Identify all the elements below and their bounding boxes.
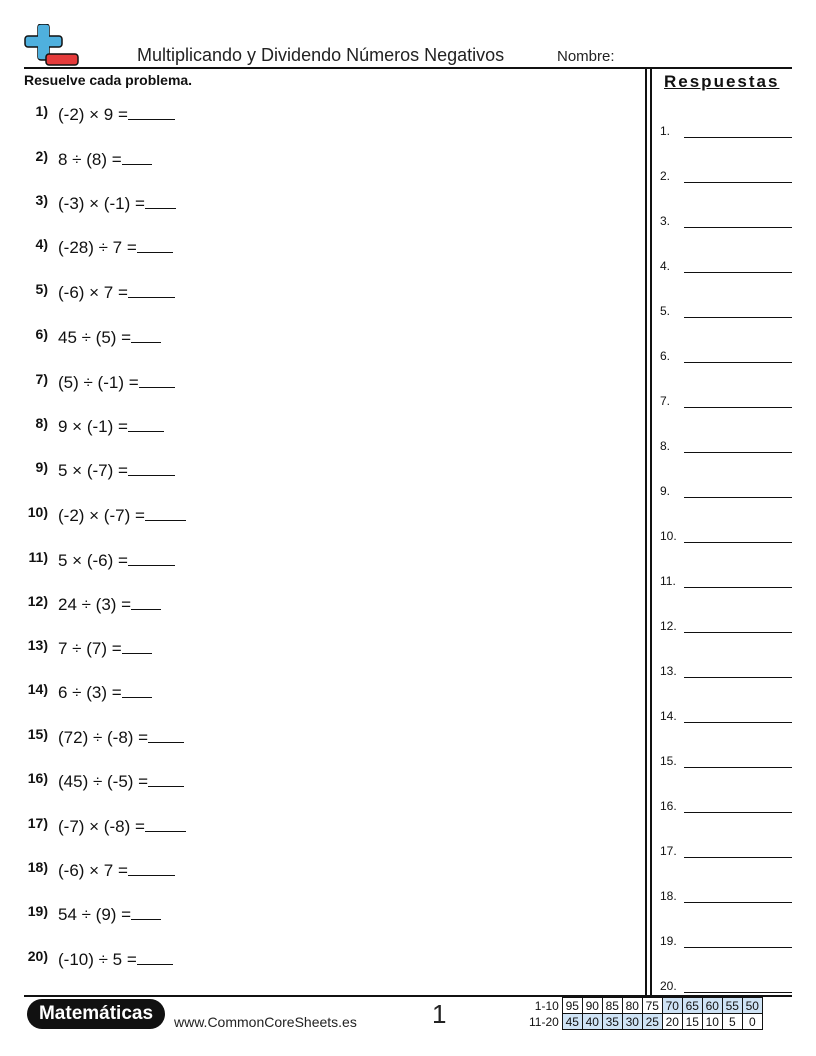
problem-expression: (-2) × (-7) =: [58, 504, 186, 526]
plus-minus-logo-icon: [24, 24, 80, 68]
problem-number: 4): [35, 236, 48, 252]
answer-blank: [145, 815, 186, 832]
score-cell: 10: [702, 1014, 722, 1030]
answer-number: 4.: [660, 259, 671, 273]
problem-expression: (-7) × (-8) =: [58, 815, 186, 837]
problem-number: 17): [27, 815, 48, 831]
answer-line: [684, 722, 792, 723]
answer-number: 20.: [660, 979, 677, 993]
problem-number: 7): [35, 371, 48, 387]
answer-line: [684, 992, 792, 993]
score-cell: 80: [622, 998, 642, 1014]
answer-item: [660, 709, 792, 729]
problem-number: 8): [35, 415, 48, 431]
answer-item: [660, 394, 792, 414]
answer-item: [660, 889, 792, 909]
answer-number: 14.: [660, 709, 677, 723]
problem-number: 14): [27, 681, 48, 697]
answer-item: [660, 844, 792, 864]
answer-line: [684, 812, 792, 813]
answer-line: [684, 182, 792, 183]
problem-expression: 7 ÷ (7) =: [58, 637, 152, 659]
problem-expression: (5) ÷ (-1) =: [58, 371, 175, 393]
problem-expression: (-2) × 9 =: [58, 103, 175, 125]
problem-expression: 5 × (-6) =: [58, 549, 175, 571]
answer-line: [684, 857, 792, 858]
answer-blank: [122, 148, 152, 165]
problem-item: [0, 948, 640, 978]
answer-number: 6.: [660, 349, 671, 363]
answer-line: [684, 542, 792, 543]
problem-item: [0, 103, 640, 133]
answer-item: [660, 304, 792, 324]
answer-number: 1.: [660, 124, 671, 138]
score-cell: 70: [662, 998, 682, 1014]
answer-number: 7.: [660, 394, 671, 408]
answer-blank: [128, 549, 175, 566]
problem-number: 2): [35, 148, 48, 164]
problem-expression: 45 ÷ (5) =: [58, 326, 161, 348]
answer-number: 17.: [660, 844, 677, 858]
problem-expression: 54 ÷ (9) =: [58, 903, 161, 925]
problem-expression: 24 ÷ (3) =: [58, 593, 161, 615]
answer-item: [660, 124, 792, 144]
score-cell: 25: [642, 1014, 662, 1030]
answer-item: [660, 214, 792, 234]
score-cell: 75: [642, 998, 662, 1014]
instructions: Resuelve cada problema.: [24, 72, 193, 88]
score-row-label: 11-20: [529, 1014, 559, 1029]
answer-item: [660, 439, 792, 459]
problem-expression: (72) ÷ (-8) =: [58, 726, 184, 748]
problem-number: 9): [35, 459, 48, 475]
answer-line: [684, 227, 792, 228]
site-url: www.CommonCoreSheets.es: [174, 1014, 357, 1030]
problem-expression: (-6) × 7 =: [58, 859, 175, 881]
answer-line: [684, 587, 792, 588]
answer-blank: [122, 637, 152, 654]
answer-blank: [137, 948, 173, 965]
answer-line: [684, 632, 792, 633]
answer-item: [660, 169, 792, 189]
answer-line: [684, 902, 792, 903]
problem-number: 13): [27, 637, 48, 653]
problem-number: 16): [27, 770, 48, 786]
answer-blank: [137, 236, 173, 253]
answer-line: [684, 497, 792, 498]
problem-number: 20): [27, 948, 48, 964]
answer-number: 12.: [660, 619, 677, 633]
problem-item: [0, 281, 640, 311]
answer-blank: [148, 770, 184, 787]
brand-badge: [27, 999, 165, 1029]
answer-item: [660, 574, 792, 594]
score-cell: 30: [622, 1014, 642, 1030]
problem-expression: (-10) ÷ 5 =: [58, 948, 173, 970]
problem-item: [0, 637, 640, 667]
answer-blank: [131, 326, 161, 343]
page-number: 1: [432, 999, 447, 1029]
answer-line: [684, 407, 792, 408]
score-cell: 40: [582, 1014, 602, 1030]
problem-item: [0, 770, 640, 800]
score-cell: 60: [702, 998, 722, 1014]
answers-title: Respuestas: [664, 72, 780, 91]
problem-item: [0, 903, 640, 933]
header-divider: [24, 67, 792, 69]
score-row: [527, 998, 762, 1014]
answer-number: 11.: [660, 574, 676, 588]
answer-item: [660, 259, 792, 279]
answer-number: 19.: [660, 934, 677, 948]
answer-item: [660, 754, 792, 774]
answer-blank: [131, 903, 161, 920]
name-label: Nombre:: [557, 48, 615, 65]
problem-item: [0, 459, 640, 489]
problem-item: [0, 371, 640, 401]
answer-blank: [128, 281, 175, 298]
score-cell: 0: [742, 1014, 762, 1030]
problem-expression: 8 ÷ (8) =: [58, 148, 152, 170]
answer-column-divider: [645, 67, 647, 996]
problem-number: 12): [27, 593, 48, 609]
score-cell: 90: [582, 998, 602, 1014]
problem-item: [0, 415, 640, 445]
problem-item: [0, 726, 640, 756]
problem-expression: 9 × (-1) =: [58, 415, 164, 437]
problem-item: [0, 236, 640, 266]
answer-blank: [128, 459, 175, 476]
answer-line: [684, 137, 792, 138]
score-cell: 55: [722, 998, 742, 1014]
problem-item: [0, 326, 640, 356]
problem-number: 10): [27, 504, 48, 520]
score-cell: 20: [662, 1014, 682, 1030]
answer-blank: [131, 593, 161, 610]
problem-expression: 6 ÷ (3) =: [58, 681, 152, 703]
problem-number: 3): [35, 192, 48, 208]
problem-expression: (-3) × (-1) =: [58, 192, 176, 214]
answer-number: 13.: [660, 664, 677, 678]
answer-item: [660, 664, 792, 684]
answer-line: [684, 677, 792, 678]
answer-item: [660, 934, 792, 954]
problem-number: 18): [27, 859, 48, 875]
score-cell: 50: [742, 998, 762, 1014]
score-table: [527, 997, 763, 1030]
problem-number: 11): [28, 549, 48, 565]
answer-blank: [122, 681, 152, 698]
score-cell: 35: [602, 1014, 622, 1030]
score-cell: 45: [562, 1014, 582, 1030]
answer-line: [684, 452, 792, 453]
problem-item: [0, 859, 640, 889]
answer-item: [660, 349, 792, 369]
answer-item: [660, 619, 792, 639]
score-row: [527, 1014, 762, 1030]
answer-number: 2.: [660, 169, 671, 183]
answer-number: 10.: [660, 529, 677, 543]
answer-item: [660, 529, 792, 549]
score-cell: 15: [682, 1014, 702, 1030]
problem-expression: (-6) × 7 =: [58, 281, 175, 303]
answer-number: 9.: [660, 484, 671, 498]
problem-item: [0, 681, 640, 711]
answer-blank: [128, 859, 175, 876]
problem-expression: (45) ÷ (-5) =: [58, 770, 184, 792]
score-row-label: 1-10: [534, 998, 559, 1013]
answer-number: 5.: [660, 304, 671, 318]
problem-number: 6): [35, 326, 48, 342]
problem-number: 1): [35, 103, 48, 119]
answer-number: 3.: [660, 214, 671, 228]
score-cell: 85: [602, 998, 622, 1014]
page-title: Multiplicando y Dividendo Números Negativos: [137, 45, 505, 65]
score-cell: 65: [682, 998, 702, 1014]
problem-item: [0, 815, 640, 845]
problem-expression: 5 × (-7) =: [58, 459, 175, 481]
answer-item: [660, 799, 792, 819]
score-cell: 5: [722, 1014, 742, 1030]
answer-item: [660, 484, 792, 504]
answer-line: [684, 362, 792, 363]
answer-blank: [148, 726, 184, 743]
answer-line: [684, 947, 792, 948]
problem-item: [0, 549, 640, 579]
score-cell: 95: [562, 998, 582, 1014]
answer-blank: [139, 371, 175, 388]
answer-number: 16.: [660, 799, 677, 813]
answer-line: [684, 317, 792, 318]
answer-line: [684, 767, 792, 768]
answer-line: [684, 272, 792, 273]
answer-blank: [145, 192, 176, 209]
problem-item: [0, 504, 640, 534]
brand-label: Matemáticas: [38, 1003, 154, 1024]
answer-number: 8.: [660, 439, 671, 453]
problem-number: 15): [27, 726, 48, 742]
answer-blank: [145, 504, 186, 521]
problem-expression: (-28) ÷ 7 =: [58, 236, 173, 258]
answer-blank: [128, 415, 164, 432]
problem-item: [0, 593, 640, 623]
answer-number: 18.: [660, 889, 677, 903]
problem-number: 5): [35, 281, 48, 297]
answer-number: 15.: [660, 754, 677, 768]
answer-blank: [128, 103, 175, 120]
answer-column-divider: [650, 67, 652, 996]
problem-item: [0, 192, 640, 222]
problem-number: 19): [27, 903, 48, 919]
problem-item: [0, 148, 640, 178]
